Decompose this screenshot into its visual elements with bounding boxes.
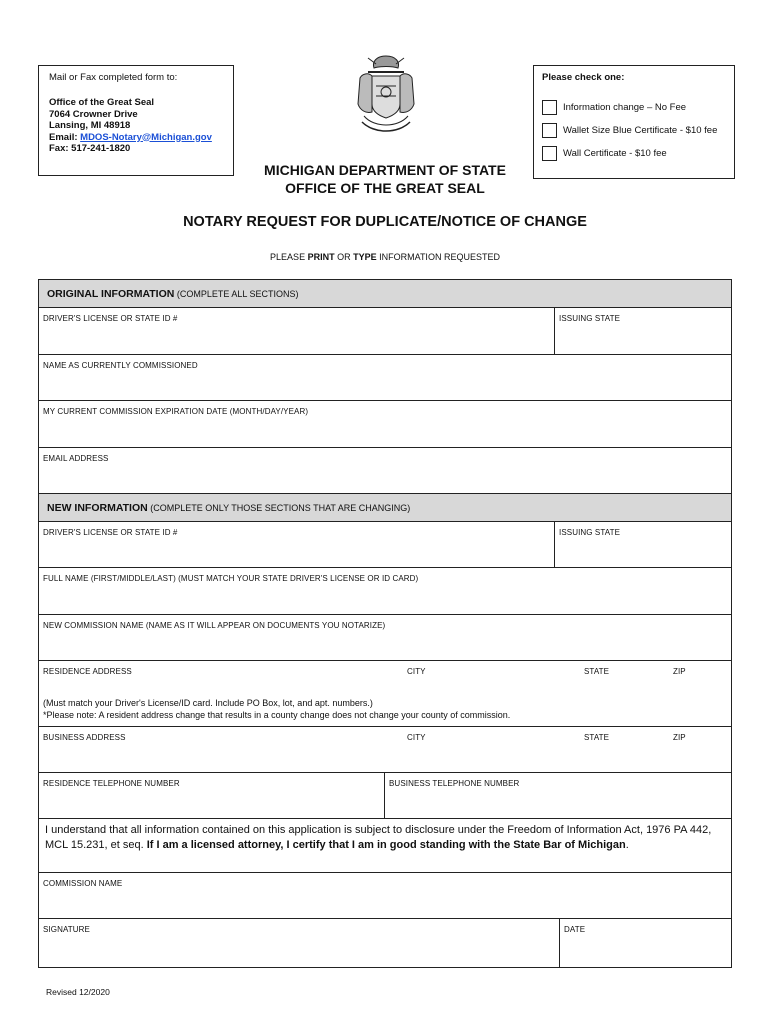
expiration-date-field[interactable]	[39, 401, 731, 447]
state-seal-icon	[346, 52, 426, 138]
telephone-row	[39, 773, 731, 819]
field-label: RESIDENCE ADDRESS	[43, 667, 132, 676]
print-instruction	[200, 252, 570, 262]
email-line	[49, 132, 223, 144]
field-label: DATE	[564, 925, 586, 934]
date-field[interactable]	[559, 919, 731, 967]
office-title: OFFICE OF THE GREAT SEAL	[285, 180, 485, 196]
original-info-header	[39, 280, 731, 308]
zip-label: ZIP	[673, 667, 686, 676]
field-label: MY CURRENT COMMISSION EXPIRATION DATE (MONTH/DAY/YEAR)	[43, 407, 309, 416]
print-text: OR	[334, 252, 354, 262]
business-address-field[interactable]	[39, 727, 731, 772]
name-commissioned-field[interactable]	[39, 355, 731, 400]
county-note: *Please note: A resident address change that results in a county change does not change your county of commission.	[43, 710, 511, 720]
expiration-row	[39, 401, 731, 448]
print-bold: PRINT	[307, 252, 335, 262]
city-label: CITY	[407, 733, 426, 742]
field-label: FULL NAME (FIRST/MIDDLE/LAST) (MUST MATCH YOUR STATE DRIVER'S LICENSE OR ID CARD)	[43, 574, 419, 583]
field-label: ISSUING STATE	[559, 314, 621, 323]
field-label: DRIVER'S LICENSE OR STATE ID #	[43, 528, 178, 537]
checkbox-wall-certificate[interactable]	[542, 146, 557, 161]
field-label: COMMISSION NAME	[43, 879, 123, 888]
revision-date: Revised 12/2020	[46, 987, 110, 997]
option-wallet-certificate[interactable]	[542, 122, 726, 139]
business-address-row	[39, 727, 731, 773]
original-license-row	[39, 308, 731, 355]
department-name: MICHIGAN DEPARTMENT OF STATE	[264, 162, 506, 178]
office-name: Office of the Great Seal	[49, 97, 155, 108]
email-label: Email:	[49, 131, 81, 143]
original-email-field[interactable]	[39, 448, 731, 493]
full-name-row	[39, 568, 731, 615]
new-issuing-state-field[interactable]	[554, 522, 731, 567]
new-info-header	[39, 494, 731, 522]
fax-line: Fax: 517-241-1820	[49, 143, 131, 154]
field-label: EMAIL ADDRESS	[43, 454, 109, 463]
print-text: INFORMATION REQUESTED	[376, 252, 500, 262]
signature-row	[39, 919, 731, 967]
new-commission-name-field[interactable]	[39, 615, 731, 660]
section-note: (COMPLETE ALL SECTIONS)	[174, 289, 299, 299]
option-label: Wallet Size Blue Certificate - $10 fee	[563, 125, 718, 136]
residence-note: (Must match your Driver's License/ID card. Include PO Box, lot, and apt. numbers.)	[43, 698, 373, 708]
full-name-field[interactable]	[39, 568, 731, 614]
new-license-field[interactable]	[39, 522, 554, 567]
form-title: NOTARY REQUEST FOR DUPLICATE/NOTICE OF CHANGE	[183, 214, 587, 230]
field-label: DRIVER'S LICENSE OR STATE ID #	[43, 314, 178, 323]
mail-to-box	[38, 65, 234, 176]
print-bold: TYPE	[353, 252, 377, 262]
email-link[interactable]: MDOS-Notary@Michigan.gov	[80, 131, 212, 143]
zip-label: ZIP	[673, 733, 686, 742]
field-label: NAME AS CURRENTLY COMMISSIONED	[43, 361, 198, 370]
street-address: 7064 Crowner Drive	[49, 108, 138, 120]
field-label: SIGNATURE	[43, 925, 90, 934]
section-title: ORIGINAL INFORMATION	[47, 288, 175, 300]
section-note: (COMPLETE ONLY THOSE SECTIONS THAT ARE CHANGING)	[147, 503, 411, 513]
field-label: NEW COMMISSION NAME (NAME AS IT WILL APPEAR ON DOCUMENTS YOU NOTARIZE)	[43, 621, 386, 630]
option-wall-certificate[interactable]	[542, 145, 726, 162]
option-label: Information change – No Fee	[563, 102, 687, 113]
commission-name-row	[39, 615, 731, 661]
field-label: BUSINESS TELEPHONE NUMBER	[389, 779, 520, 788]
attorney-certification: If I am a licensed attorney, I certify that I am in good standing with the State Bar of Michigan	[146, 838, 626, 851]
field-label: BUSINESS ADDRESS	[43, 733, 126, 742]
option-information-change[interactable]	[542, 99, 726, 116]
checkbox-information-change[interactable]	[542, 100, 557, 115]
foia-text: .	[625, 838, 629, 851]
new-license-row	[39, 522, 731, 568]
section-title: NEW INFORMATION	[47, 502, 148, 514]
state-label: STATE	[584, 733, 610, 742]
original-license-field[interactable]	[39, 308, 554, 354]
field-label: RESIDENCE TELEPHONE NUMBER	[43, 779, 180, 788]
check-one-heading: Please check one:	[542, 72, 625, 83]
commission-name-sign-row	[39, 873, 731, 919]
field-label: ISSUING STATE	[559, 528, 621, 537]
city-label: CITY	[407, 667, 426, 676]
original-issuing-state-field[interactable]	[554, 308, 731, 354]
certification-row	[39, 819, 731, 873]
print-text: PLEASE	[270, 252, 308, 262]
city-line: Lansing, MI 48918	[49, 120, 131, 131]
commission-name-field[interactable]	[39, 873, 731, 918]
mail-to-heading: Mail or Fax completed form to:	[49, 72, 178, 83]
signature-field[interactable]	[39, 919, 559, 967]
notary-form	[38, 279, 732, 968]
residence-address-row	[39, 661, 731, 727]
foia-statement	[39, 819, 731, 872]
residence-phone-field[interactable]	[39, 773, 384, 818]
original-email-row	[39, 448, 731, 494]
checkbox-wallet-certificate[interactable]	[542, 123, 557, 138]
state-label: STATE	[584, 667, 610, 676]
foia-text: I understand that all information contained on this application is subject to disclosure under the Freedom of Information Act, 1976 PA 442, MCL 15.231, et seq.	[45, 824, 712, 851]
residence-address-field[interactable]	[39, 661, 731, 726]
name-commissioned-row	[39, 355, 731, 401]
option-label: Wall Certificate - $10 fee	[563, 148, 667, 159]
business-phone-field[interactable]	[384, 773, 731, 818]
